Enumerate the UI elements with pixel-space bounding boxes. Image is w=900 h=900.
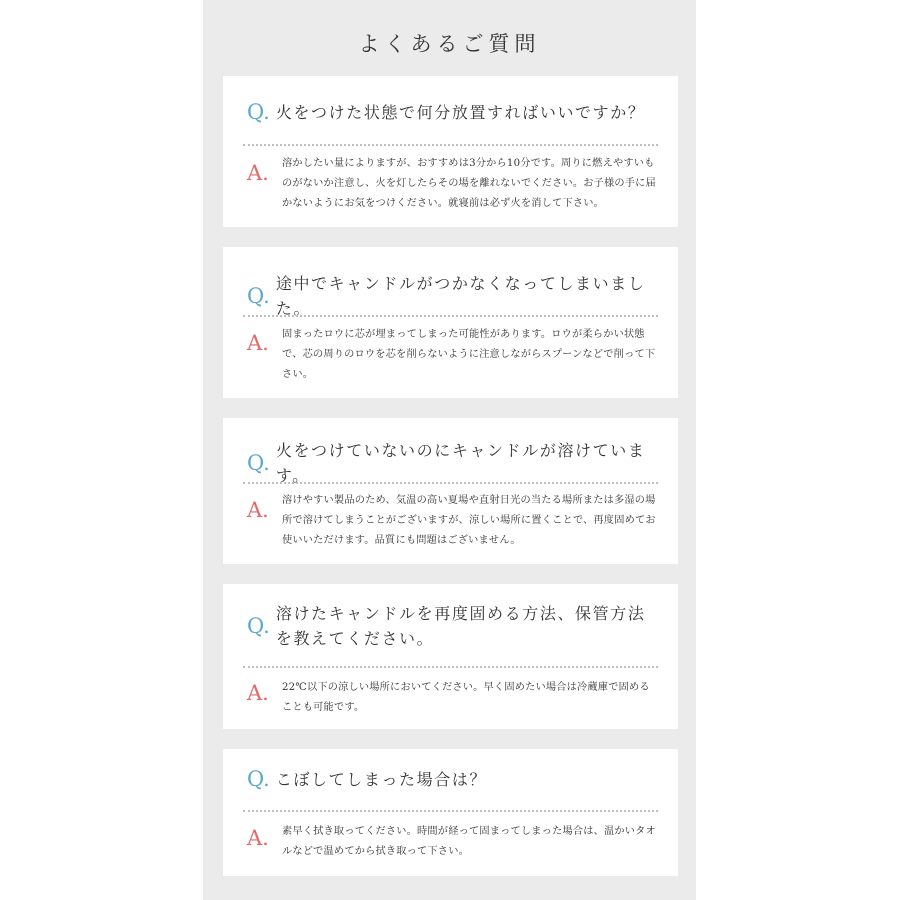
faq-card — [223, 76, 678, 227]
faq-card — [223, 247, 678, 398]
answer-text: 溶かしたい量によりますが、おすすめは3分から10分です。周りに燃えやすいものがないか注意し、火を灯したらその場を離れないでください。お子様の手に届かないようにお気をつけください。就寝前は必ず火を消して下さい。 — [282, 158, 656, 209]
question-row — [247, 767, 662, 792]
a-mark: A. — [247, 331, 269, 355]
question-text: 溶けたキャンドルを再度固める方法、保管方法を教えてください。 — [275, 604, 646, 648]
q-mark: Q. — [247, 100, 270, 124]
question-row — [247, 601, 662, 651]
faq-card — [223, 749, 678, 876]
dotted-divider — [243, 315, 658, 317]
answer-text: 固まったロウに芯が埋まってしまった可能性があります。ロウが柔らかい状態で、芯の周りのロウを芯を削らないように注意しながらスプーンなどで削って下さい。 — [282, 329, 656, 380]
faq-page — [203, 0, 696, 900]
question-row — [247, 100, 662, 125]
dotted-divider — [243, 144, 658, 146]
question-text: 途中でキャンドルがつかなくなってしまいました。 — [275, 274, 646, 318]
q-mark: Q. — [247, 450, 270, 475]
dotted-divider — [243, 666, 658, 668]
question-text: こぼしてしまった場合は？ — [275, 770, 488, 789]
answer-text: 素早く拭き取ってください。時間が経って固まってしまった場合は、温かいタオルなどで温めてから拭き取って下さい。 — [282, 826, 656, 857]
a-mark: A. — [247, 681, 269, 705]
answer-text: 溶けやすい製品のため、気温の高い夏場や直射日光の当たる場所または多湿の場所で溶けてしまうことがございますが、涼しい場所に置くことで、再度固めてお使いいただけます。品質にも問題はございません。 — [282, 495, 656, 546]
dotted-divider — [243, 482, 658, 484]
a-mark: A. — [247, 161, 269, 185]
q-mark: Q. — [247, 613, 270, 638]
q-mark: Q. — [247, 283, 270, 308]
faq-card — [223, 418, 678, 564]
question-text: 火をつけていないのにキャンドルが溶けています。 — [275, 441, 646, 485]
answer-text: 22℃以下の涼しい場所においてください。早く固めたい場合は冷蔵庫で固めることも可能です。 — [282, 682, 650, 713]
q-mark: Q. — [247, 767, 270, 791]
a-mark: A. — [247, 826, 269, 850]
page-title: よくあるご質問 — [358, 32, 541, 56]
faq-card — [223, 584, 678, 729]
question-row — [247, 438, 662, 488]
a-mark: A. — [247, 498, 269, 522]
dotted-divider — [243, 810, 658, 812]
question-row — [247, 271, 662, 321]
question-text: 火をつけた状態で何分放置すればいいですか？ — [275, 103, 646, 122]
